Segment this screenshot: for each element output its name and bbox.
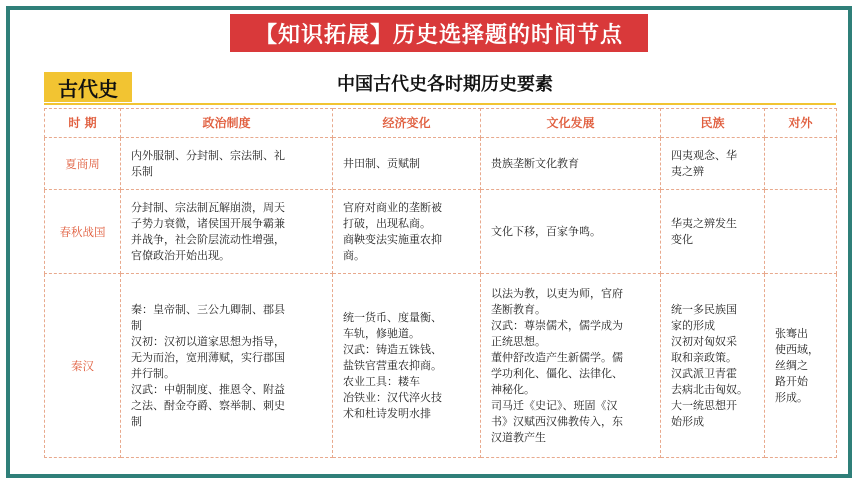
- table-row: [45, 190, 837, 274]
- header-row: [45, 109, 837, 138]
- header-foreign: 对外: [765, 109, 837, 138]
- header-economy: 经济变化: [333, 109, 481, 138]
- ethnic-cell: 统一多民族国 家的形成 汉初对匈奴采 取和亲政策。 汉武派卫青霍 去病北击匈奴。 大一统思想开 始形成: [661, 274, 765, 458]
- table-row: [45, 138, 837, 190]
- politics-cell: 内外服制、分封制、宗法制、礼 乐制: [121, 138, 333, 190]
- tag-underline: [44, 103, 836, 105]
- foreign-cell: [765, 190, 837, 274]
- period-cell: 夏商周: [45, 138, 121, 190]
- economy-cell: 统一货币、度量衡、 车轨，修驰道。 汉武：铸造五铢钱、 盐铁官营重农抑商。 农业工具：耧车 冶铁业：汉代淬火技 术和杜诗发明水排: [333, 274, 481, 458]
- section-tag: 古代史: [44, 72, 132, 102]
- table-row: [45, 274, 837, 458]
- header-ethnic: 民族: [661, 109, 765, 138]
- period-cell: 春秋战国: [45, 190, 121, 274]
- culture-cell: 贵族垄断文化教育: [481, 138, 661, 190]
- foreign-cell: 张骞出 使西域， 丝绸之 路开始 形成。: [765, 274, 837, 458]
- header-politics: 政治制度: [121, 109, 333, 138]
- economy-cell: 官府对商业的垄断被 打破，出现私商。 商鞅变法实施重农抑 商。: [333, 190, 481, 274]
- economy-cell: 井田制、贡赋制: [333, 138, 481, 190]
- ethnic-cell: 四夷观念、华 夷之辨: [661, 138, 765, 190]
- politics-cell: 分封制、宗法制瓦解崩溃，周天 子势力衰微，诸侯国开展争霸兼 并战争，社会阶层流动性增强， 官僚政治开始出现。: [121, 190, 333, 274]
- culture-cell: 文化下移，百家争鸣。: [481, 190, 661, 274]
- header-culture: 文化发展: [481, 109, 661, 138]
- history-table: [44, 108, 837, 458]
- foreign-cell: [765, 138, 837, 190]
- period-cell: 秦汉: [45, 274, 121, 458]
- header-period: 时 期: [45, 109, 121, 138]
- culture-cell: 以法为教，以吏为师，官府 垄断教育。 汉武：尊崇儒术，儒学成为 正统思想。 董仲舒改造产生新儒学。儒 学功利化、僵化、法律化、 神秘化。 司马迁《史记》、班固《汉 书》汉赋西汉佛教传入，东 汉道教产生: [481, 274, 661, 458]
- banner-title: 【知识拓展】历史选择题的时间节点: [230, 14, 648, 52]
- table-title: 中国古代史各时期历史要素: [337, 74, 553, 95]
- politics-cell: 秦：皇帝制、三公九卿制、郡县 制 汉初：汉初以道家思想为指导， 无为而治，宽刑薄赋，实行郡国 并行制。 汉武：中朝制度、推恩令、附益 之法、酎金夺爵、察举制、刺史 制: [121, 274, 333, 458]
- slide-frame: [6, 6, 852, 478]
- ethnic-cell: 华夷之辨发生 变化: [661, 190, 765, 274]
